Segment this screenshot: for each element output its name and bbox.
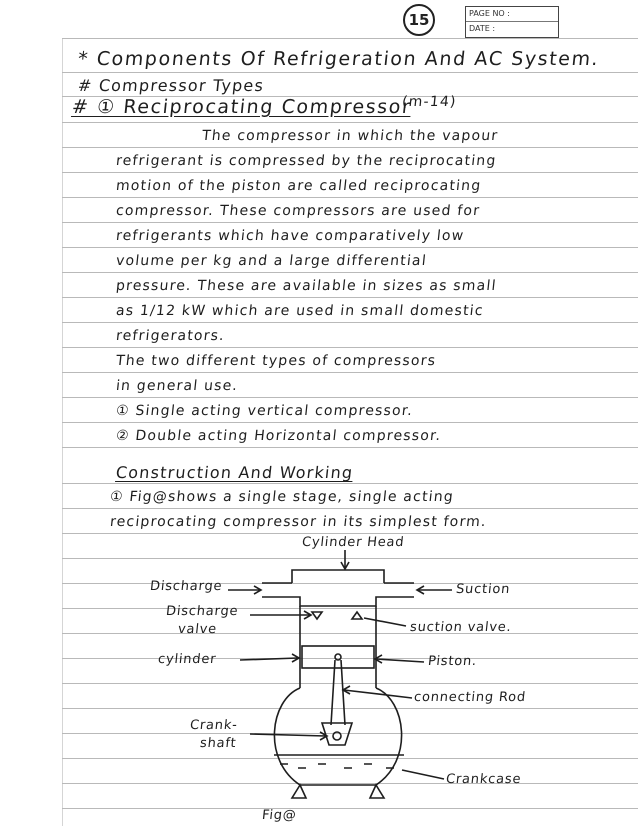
label-crank-shaft: Crank- <box>189 718 239 733</box>
body-line: The two different types of compressors <box>115 353 438 369</box>
construction-line: ① Fig@shows a single stage, single acting <box>109 489 455 505</box>
body-line: motion of the piston are called reciprocating <box>115 178 483 194</box>
body-line: in general use. <box>115 378 239 394</box>
label-cylinder: cylinder <box>157 652 218 667</box>
body-line: refrigerant is compressed by the reciprocating <box>115 153 498 169</box>
crank-shaft-arrow <box>250 734 326 736</box>
label-cylinder-head: Cylinder Head <box>301 535 406 550</box>
piston-shape <box>302 646 374 668</box>
crankcase-feet <box>292 785 384 798</box>
connecting-rod-shape <box>331 660 345 725</box>
piston-pin <box>335 654 341 660</box>
body-line: as 1/12 kW which are used in small domestic <box>115 303 485 319</box>
list-item: ① Single acting vertical compressor. <box>115 403 414 419</box>
head-plate <box>292 597 384 606</box>
crank-pin <box>333 732 341 740</box>
suction-port <box>384 583 414 597</box>
suction-valve-shape <box>352 612 362 619</box>
crankcase-arrow <box>402 770 444 779</box>
section-heading: # ① Reciprocating Compressor <box>70 96 413 118</box>
stamp-date-label: DATE : <box>469 24 496 33</box>
construction-heading: Construction And Working <box>115 463 355 482</box>
cylinder-head-outline <box>292 570 384 583</box>
body-line: volume per kg and a large differential <box>115 253 428 269</box>
cylinder-arrow <box>240 658 298 660</box>
body-line: compressor. These compressors are used for <box>115 203 481 219</box>
label-connecting-rod: connecting Rod <box>413 690 527 705</box>
crank-shape <box>322 723 352 745</box>
page-title: * Components Of Refrigeration And AC System. <box>76 48 601 70</box>
discharge-valve-shape <box>312 612 322 619</box>
figure-caption: Fig@ <box>261 808 298 823</box>
body-line: refrigerants which have comparatively low <box>115 228 466 244</box>
piston-arrow <box>376 659 424 662</box>
page-subtitle: # Compressor Types <box>77 76 266 95</box>
label-discharge-valve-2: valve <box>177 622 218 637</box>
label-suction: Suction <box>455 582 511 597</box>
label-discharge: Discharge <box>149 579 224 594</box>
oil-hatching <box>280 764 394 768</box>
label-discharge-valve: Discharge <box>165 604 240 619</box>
body-line: refrigerators. <box>115 328 226 344</box>
discharge-port <box>262 583 292 597</box>
stamp-page-label: PAGE NO : <box>466 7 558 22</box>
section-reference: (m-14) <box>401 94 458 110</box>
body-line: The compressor in which the vapour <box>201 128 500 144</box>
list-item: ② Double acting Horizontal compressor. <box>115 428 443 444</box>
body-line: pressure. These are available in sizes as small <box>115 278 498 294</box>
label-piston: Piston. <box>427 654 478 669</box>
suction-valve-arrow <box>364 618 406 626</box>
label-crankcase: Crankcase <box>445 772 523 787</box>
construction-line: reciprocating compressor in its simplest form. <box>109 514 488 530</box>
label-crank-shaft-2: shaft <box>199 736 238 751</box>
crankcase-body <box>274 688 401 785</box>
label-suction-valve: suction valve. <box>409 620 513 635</box>
connecting-rod-arrow <box>344 690 412 698</box>
page-number: 15 <box>403 4 435 36</box>
